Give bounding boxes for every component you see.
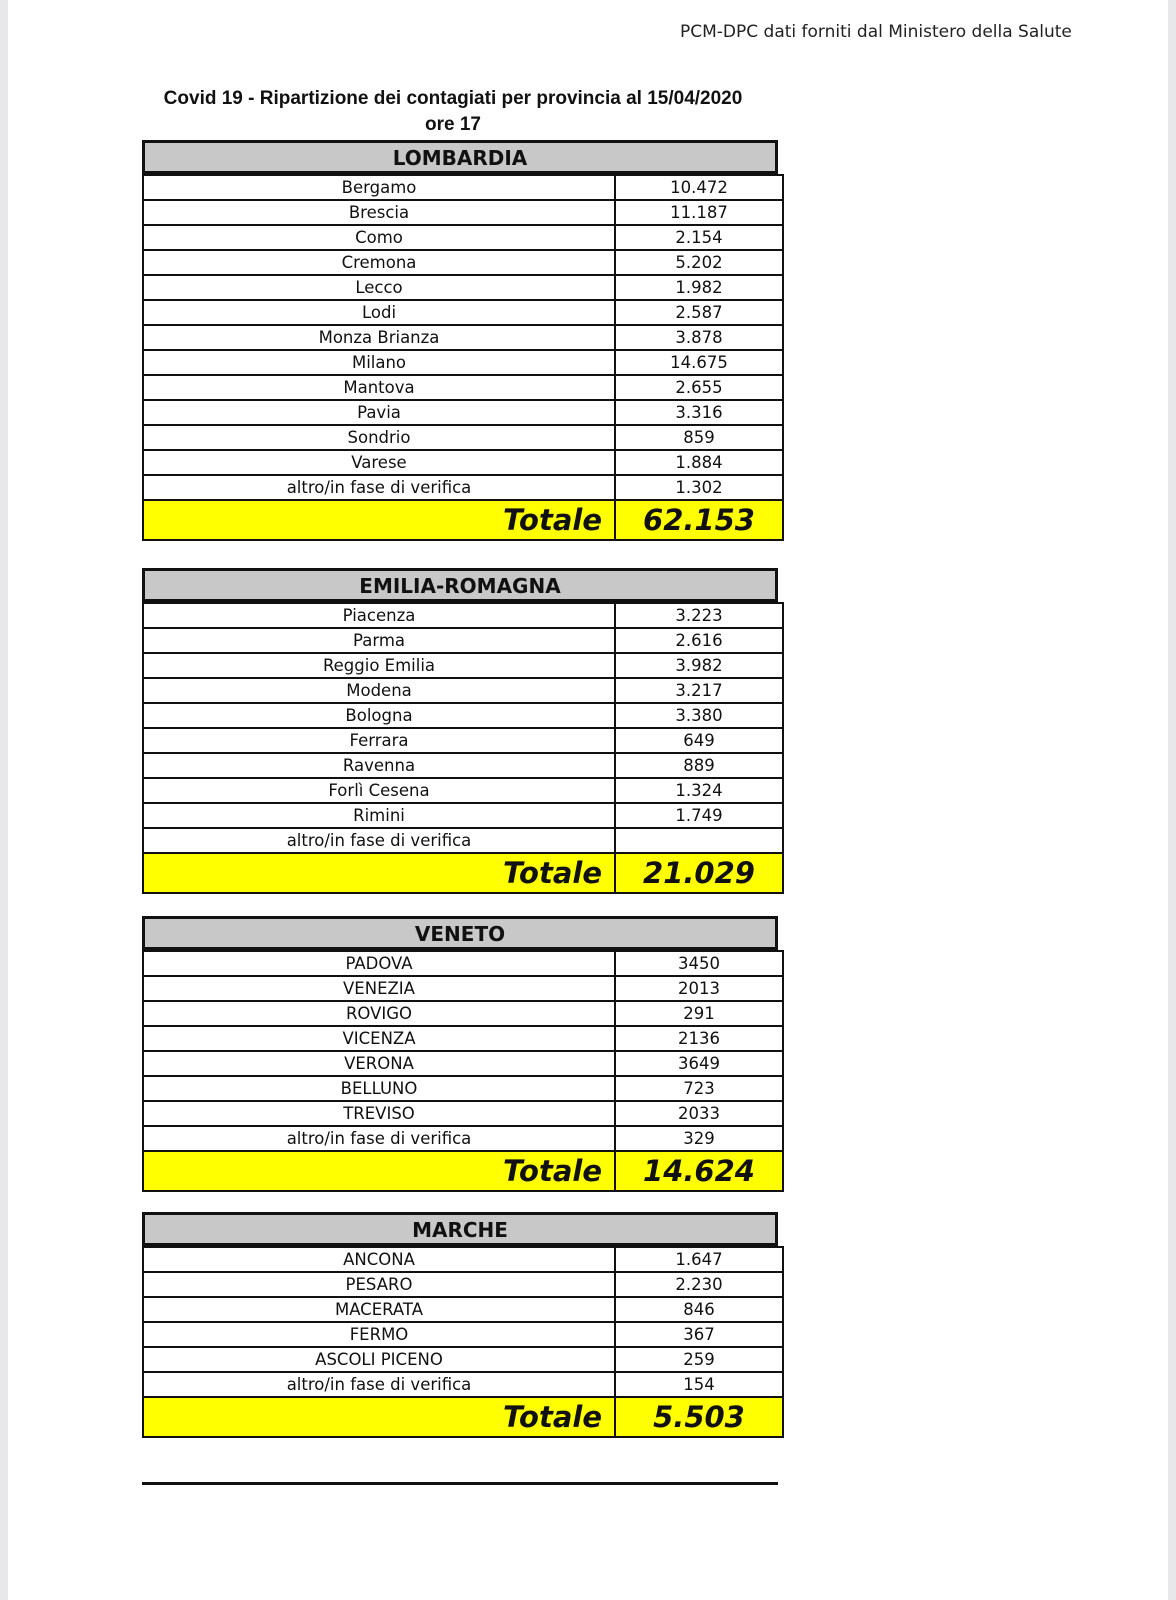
case-count: 2.616 — [615, 628, 783, 653]
case-count: 3.217 — [615, 678, 783, 703]
case-count: 1.884 — [615, 450, 783, 475]
case-count: 2013 — [615, 976, 783, 1001]
case-count: 5.202 — [615, 250, 783, 275]
table-row — [143, 1347, 783, 1372]
table-row — [143, 475, 783, 500]
table-row — [143, 1297, 783, 1322]
region-table-2 — [142, 916, 778, 1192]
case-count: 2033 — [615, 1101, 783, 1126]
province-name: Lecco — [143, 275, 615, 300]
case-count: 1.982 — [615, 275, 783, 300]
province-name: Bologna — [143, 703, 615, 728]
region-table-1 — [142, 568, 778, 894]
province-name: Mantova — [143, 375, 615, 400]
province-name: Varese — [143, 450, 615, 475]
province-name: ANCONA — [143, 1247, 615, 1272]
table-row — [143, 1272, 783, 1297]
total-label: Totale — [143, 500, 615, 540]
province-table — [142, 174, 784, 541]
table-row — [143, 1372, 783, 1397]
case-count: 291 — [615, 1001, 783, 1026]
table-row — [143, 803, 783, 828]
case-count — [615, 828, 783, 853]
province-name: VENEZIA — [143, 976, 615, 1001]
table-row — [143, 1026, 783, 1051]
province-name: PADOVA — [143, 951, 615, 976]
table-row — [143, 976, 783, 1001]
table-row — [143, 1126, 783, 1151]
case-count: 367 — [615, 1322, 783, 1347]
province-name: MACERATA — [143, 1297, 615, 1322]
province-name: Pavia — [143, 400, 615, 425]
region-table-0 — [142, 140, 778, 541]
province-name: altro/in fase di verifica — [143, 475, 615, 500]
province-name: Como — [143, 225, 615, 250]
total-row — [143, 500, 783, 540]
table-row — [143, 1101, 783, 1126]
total-row — [143, 1397, 783, 1437]
table-row — [143, 828, 783, 853]
province-name: ASCOLI PICENO — [143, 1347, 615, 1372]
table-row — [143, 325, 783, 350]
province-name: BELLUNO — [143, 1076, 615, 1101]
province-name: Piacenza — [143, 603, 615, 628]
table-row — [143, 300, 783, 325]
region-name: VENETO — [142, 916, 778, 950]
table-row — [143, 450, 783, 475]
case-count: 154 — [615, 1372, 783, 1397]
province-name: Parma — [143, 628, 615, 653]
case-count: 1.324 — [615, 778, 783, 803]
table-row — [143, 1051, 783, 1076]
table-row — [143, 400, 783, 425]
province-table — [142, 950, 784, 1192]
case-count: 3649 — [615, 1051, 783, 1076]
province-name: Brescia — [143, 200, 615, 225]
case-count: 11.187 — [615, 200, 783, 225]
table-row — [143, 653, 783, 678]
table-row — [143, 1247, 783, 1272]
table-row — [143, 175, 783, 200]
case-count: 14.675 — [615, 350, 783, 375]
total-value: 14.624 — [615, 1151, 783, 1191]
table-row — [143, 350, 783, 375]
total-value: 62.153 — [615, 500, 783, 540]
total-row — [143, 1151, 783, 1191]
title-line-2: ore 17 — [425, 114, 481, 135]
table-row — [143, 1322, 783, 1347]
table-row — [143, 375, 783, 400]
table-row — [143, 250, 783, 275]
case-count: 329 — [615, 1126, 783, 1151]
table-row — [143, 425, 783, 450]
case-count: 846 — [615, 1297, 783, 1322]
province-table — [142, 602, 784, 894]
table-row — [143, 225, 783, 250]
table-row — [143, 703, 783, 728]
region-name: EMILIA-ROMAGNA — [142, 568, 778, 602]
province-name: ROVIGO — [143, 1001, 615, 1026]
province-name: altro/in fase di verifica — [143, 828, 615, 853]
table-row — [143, 678, 783, 703]
table-row — [143, 603, 783, 628]
region-name: MARCHE — [142, 1212, 778, 1246]
province-name: Milano — [143, 350, 615, 375]
province-name: Ravenna — [143, 753, 615, 778]
case-count: 2.154 — [615, 225, 783, 250]
table-row — [143, 200, 783, 225]
case-count: 3450 — [615, 951, 783, 976]
table-row — [143, 1001, 783, 1026]
table-row — [143, 778, 783, 803]
total-label: Totale — [143, 853, 615, 893]
province-name: Reggio Emilia — [143, 653, 615, 678]
table-row — [143, 275, 783, 300]
province-name: altro/in fase di verifica — [143, 1126, 615, 1151]
province-name: PESARO — [143, 1272, 615, 1297]
case-count: 859 — [615, 425, 783, 450]
province-name: Cremona — [143, 250, 615, 275]
page-title — [128, 86, 778, 138]
total-label: Totale — [143, 1151, 615, 1191]
region-table-3 — [142, 1212, 778, 1438]
case-count: 1.302 — [615, 475, 783, 500]
source-note: PCM-DPC dati forniti dal Ministero della Salute — [680, 22, 1072, 42]
total-label: Totale — [143, 1397, 615, 1437]
region-name: LOMBARDIA — [142, 140, 778, 174]
case-count: 3.878 — [615, 325, 783, 350]
province-name: Monza Brianza — [143, 325, 615, 350]
case-count: 3.316 — [615, 400, 783, 425]
total-row — [143, 853, 783, 893]
case-count: 2136 — [615, 1026, 783, 1051]
case-count: 2.655 — [615, 375, 783, 400]
province-name: Sondrio — [143, 425, 615, 450]
title-line-1: Covid 19 - Ripartizione dei contagiati per provincia al 15/04/2020 — [163, 88, 743, 109]
table-row — [143, 728, 783, 753]
province-name: altro/in fase di verifica — [143, 1372, 615, 1397]
case-count: 3.380 — [615, 703, 783, 728]
province-name: TREVISO — [143, 1101, 615, 1126]
case-count: 649 — [615, 728, 783, 753]
province-name: Rimini — [143, 803, 615, 828]
province-name: FERMO — [143, 1322, 615, 1347]
case-count: 1.749 — [615, 803, 783, 828]
table-row — [143, 753, 783, 778]
case-count: 2.230 — [615, 1272, 783, 1297]
province-table — [142, 1246, 784, 1438]
case-count: 10.472 — [615, 175, 783, 200]
total-value: 5.503 — [615, 1397, 783, 1437]
case-count: 3.223 — [615, 603, 783, 628]
case-count: 3.982 — [615, 653, 783, 678]
case-count: 2.587 — [615, 300, 783, 325]
province-name: Bergamo — [143, 175, 615, 200]
table-row — [143, 1076, 783, 1101]
province-name: VICENZA — [143, 1026, 615, 1051]
table-row — [143, 951, 783, 976]
province-name: Forlì Cesena — [143, 778, 615, 803]
bottom-rule — [142, 1482, 778, 1485]
province-name: Ferrara — [143, 728, 615, 753]
case-count: 889 — [615, 753, 783, 778]
document-page — [8, 0, 1168, 1600]
case-count: 259 — [615, 1347, 783, 1372]
table-row — [143, 628, 783, 653]
province-name: Lodi — [143, 300, 615, 325]
case-count: 723 — [615, 1076, 783, 1101]
province-name: Modena — [143, 678, 615, 703]
province-name: VERONA — [143, 1051, 615, 1076]
total-value: 21.029 — [615, 853, 783, 893]
case-count: 1.647 — [615, 1247, 783, 1272]
